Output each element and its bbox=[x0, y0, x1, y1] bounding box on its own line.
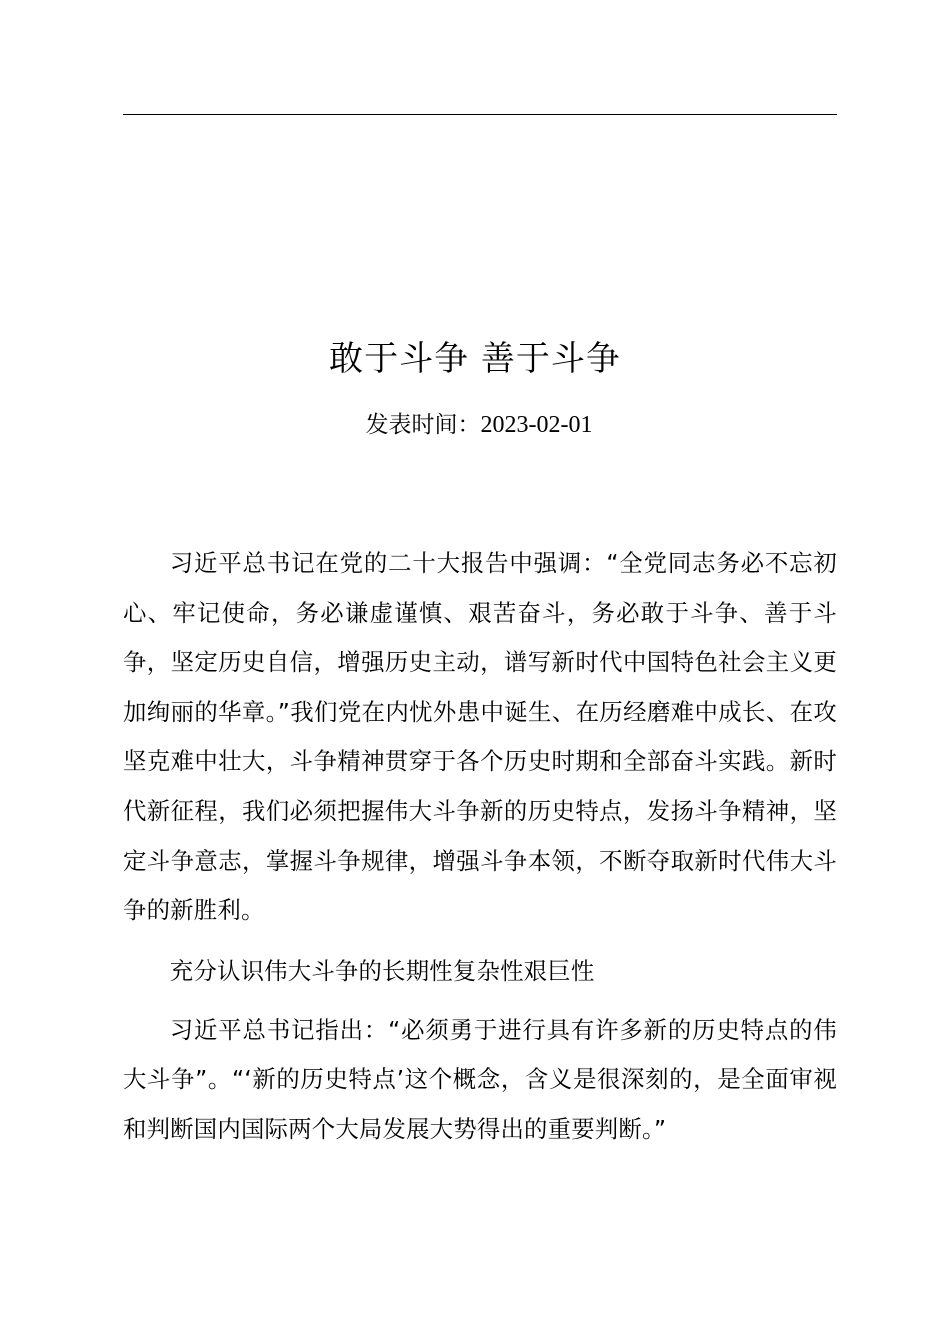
section-heading: 充分认识伟大斗争的长期性复杂性艰巨性 bbox=[169, 956, 595, 985]
paragraph-intro: 习近平总书记在党的二十大报告中强调：“全党同志务必不忘初心、牢记使命，务必谦虚谨慎、艰苦奋斗，务必敢于斗争、善于斗争，坚定历史自信，增强历史主动，谱写新时代中国特色社会主义更加绚丽的华章。”我们党在内忧外患中诞生、在历经磨难中成长、在攻坚克难中壮大，斗争精神贯穿于各个历史时期和全部奋斗实践。新时代新征程，我们必须把握伟大斗争新的历史特点，发扬斗争精神，坚定斗争意志，掌握斗争规律，增强斗争本领，不断夺取新时代伟大斗争的新胜利。 bbox=[123, 549, 837, 925]
publish-date bbox=[0, 408, 950, 442]
paragraph-quote: 习近平总书记指出：“必须勇于进行具有许多新的历史特点的伟大斗争”。“‘新的历史特点’这个概念，含义是很深刻的，是全面审视和判断国内国际两个大局发展大势得出的重要判断。” bbox=[123, 1015, 837, 1143]
article-body bbox=[123, 539, 837, 1155]
document-title: 敢于斗争 善于斗争 bbox=[329, 339, 621, 379]
header-rule bbox=[123, 114, 837, 115]
publish-date-value: 2023-02-01 bbox=[480, 412, 593, 438]
publish-date-label: 发表时间： bbox=[365, 412, 481, 438]
